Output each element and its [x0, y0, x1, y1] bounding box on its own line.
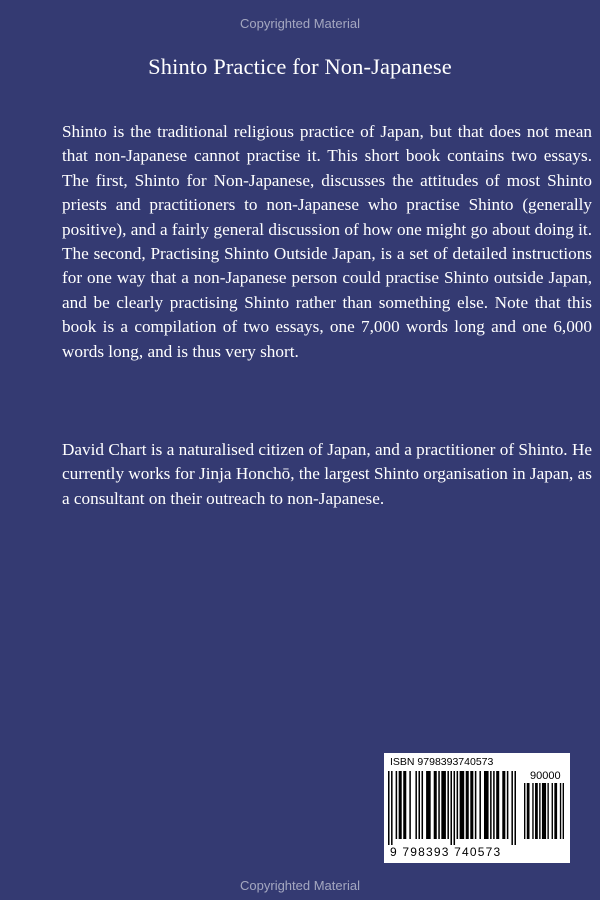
barcode-bar: [524, 783, 525, 839]
barcode-bar: [415, 771, 417, 839]
barcode-bar: [450, 771, 452, 845]
barcode-bar: [507, 771, 509, 839]
barcode-bar: [552, 783, 553, 839]
watermark-top: Copyrighted Material: [240, 16, 360, 31]
barcode-bar: [539, 783, 540, 839]
book-title: Shinto Practice for Non-Japanese: [148, 54, 452, 79]
barcode-bar: [403, 771, 406, 839]
barcode-bar: [396, 771, 398, 839]
barcode-bar: [554, 783, 557, 839]
barcode-bar: [484, 771, 489, 839]
barcode-bar: [532, 783, 533, 839]
barcode-bar: [441, 771, 446, 839]
barcode-main-bars: [388, 771, 520, 845]
barcode-bar: [542, 783, 546, 839]
barcode-bar: [418, 771, 420, 839]
barcode-bar: [426, 771, 431, 839]
barcode-bar: [460, 771, 465, 839]
barcode-bar: [447, 771, 449, 839]
barcode-bar: [490, 771, 492, 839]
barcode-bar: [409, 771, 411, 839]
author-bio: David Chart is a naturalised citizen of Japan, and a practitioner of Shinto. He currently works for Jinja Honchō, the largest Shinto organisation in Japan, as a consultant on their outreach to non-Japanese.: [62, 440, 592, 508]
barcode-bar: [493, 771, 495, 839]
isbn-barcode: [384, 753, 570, 863]
barcode-bar: [502, 771, 505, 839]
barcode-bar: [560, 783, 561, 839]
barcode-bar: [457, 771, 459, 839]
barcode-bar: [511, 771, 513, 845]
barcode-bar: [438, 771, 440, 839]
barcode-digits: 9 798393 740573: [390, 845, 502, 859]
barcode-bar: [475, 771, 477, 839]
barcode-bar: [535, 783, 538, 839]
barcode-bar: [527, 783, 530, 839]
barcode-bar: [434, 771, 437, 839]
barcode-bar: [479, 771, 481, 839]
barcode-bar: [547, 783, 548, 839]
book-description: Shinto is the traditional religious practice of Japan, but that does not mean that non-Japanese cannot practise it. This short book contains two essays. The first, Shinto for Non-Japanese, discusses the attitudes of most Shinto priests and practitioners to non-Japanese who practise Shinto (generally positive), and a fairly general discussion of how one might go about doing it. The second, Practising Shinto Outside Japan, is a set of detailed instructions for one way that a non-Japanese person could practise Shinto outside Japan, and be clearly practising Shinto rather than something else. Note that this book is a compilation of two essays, one 7,000 words long and one 6,000 words long, and is thus very short.: [62, 122, 592, 361]
barcode-bar: [454, 771, 456, 845]
watermark-bottom: Copyrighted Material: [240, 878, 360, 893]
barcode-bar: [422, 771, 424, 839]
barcode-supplement-bars: [524, 783, 566, 845]
barcode-bar: [496, 771, 499, 839]
barcode-bar: [563, 783, 564, 839]
barcode-bar: [388, 771, 390, 845]
barcode-bar: [399, 771, 402, 839]
barcode-bar: [470, 771, 473, 839]
price-code: 90000: [530, 770, 561, 782]
barcode-bar: [466, 771, 469, 839]
barcode-bar: [391, 771, 393, 845]
isbn-label: ISBN 9798393740573: [390, 756, 494, 768]
barcode-bar: [514, 771, 516, 845]
